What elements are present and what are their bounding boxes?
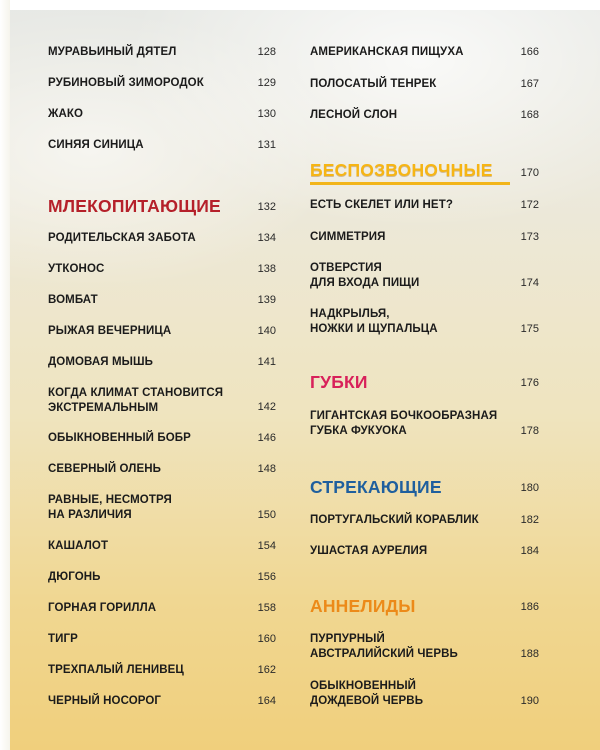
toc-entry-title: ПОЛОСАТЫЙ ТЕНРЕК: [310, 78, 437, 90]
toc-entry-page: 184: [520, 545, 539, 557]
toc-entry-page: 190: [520, 695, 539, 707]
toc-entry-page: 162: [257, 664, 276, 676]
toc-entry-page: 166: [520, 46, 539, 58]
toc-entry-title: ОБЫКНОВЕННЫЙ ДОЖДЕВОЙ ЧЕРВЬ: [310, 680, 424, 707]
toc-entry-page: 130: [257, 108, 276, 120]
toc-entry-page: 172: [520, 199, 539, 211]
toc-entry-page: 160: [257, 633, 276, 645]
toc-entry-title: УШАСТАЯ АУРЕЛИЯ: [310, 545, 428, 557]
toc-entry-page: 178: [520, 425, 539, 437]
toc-entry-title: ТРЕХПАЛЫЙ ЛЕНИВЕЦ: [48, 664, 184, 676]
toc-entry-title: ТИГР: [48, 633, 78, 645]
toc-entry-title: ДОМОВАЯ МЫШЬ: [48, 356, 154, 368]
toc-entry-title: ОБЫКНОВЕННЫЙ БОБР: [48, 432, 191, 444]
toc-entry-title: РЫЖАЯ ВЕЧЕРНИЦА: [48, 325, 172, 337]
toc-entry-page: 188: [520, 648, 539, 660]
toc-entry-page: 164: [257, 695, 276, 707]
toc-entry-title: НАДКРЫЛЬЯ, НОЖКИ И ЩУПАЛЬЦА: [310, 308, 438, 335]
toc-entry-title: ГОРНАЯ ГОРИЛЛА: [48, 602, 157, 614]
toc-entry-page: 173: [520, 231, 539, 243]
toc-entry-page: 141: [257, 356, 276, 368]
section-page-mammals: 132: [257, 201, 276, 213]
toc-entry-title: УТКОНОС: [48, 263, 105, 275]
toc-entry-page: 140: [257, 325, 276, 337]
section-page-invertebrates: 170: [520, 167, 539, 179]
toc-entry-page: 142: [257, 401, 276, 413]
toc-entry-title: ПОРТУГАЛЬСКИЙ КОРАБЛИК: [310, 514, 479, 526]
page-frame-left: [0, 0, 10, 750]
toc-entry-page: 146: [257, 432, 276, 444]
toc-entry-title: СИММЕТРИЯ: [310, 231, 386, 243]
section-page-cnidarians: 180: [520, 482, 539, 494]
toc-entry-title: ГИГАНТСКАЯ БОЧКООБРАЗНАЯ ГУБКА ФУКУОКА: [310, 410, 498, 437]
toc-entry-title: РОДИТЕЛЬСКАЯ ЗАБОТА: [48, 232, 196, 244]
toc-entry-title: ЛЕСНОЙ СЛОН: [310, 109, 398, 121]
toc-entry-title: ОТВЕРСТИЯ ДЛЯ ВХОДА ПИЩИ: [310, 262, 420, 289]
toc-entry-page: 148: [257, 463, 276, 475]
toc-entry-title: КОГДА КЛИМАТ СТАНОВИТСЯ ЭКСТРЕМАЛЬНЫМ: [48, 387, 224, 414]
toc-entry-page: 158: [257, 602, 276, 614]
toc-entry-page: 167: [520, 78, 539, 90]
toc-entry-page: 131: [257, 139, 276, 151]
toc-entry-title: ПУРПУРНЫЙ АВСТРАЛИЙСКИЙ ЧЕРВЬ: [310, 633, 458, 660]
toc-entry-page: 134: [257, 232, 276, 244]
section-title-mammals: МЛЕКОПИТАЮЩИЕ: [48, 196, 221, 216]
section-page-annelids: 186: [520, 601, 539, 613]
section-title-cnidarians: СТРЕКАЮЩИЕ: [310, 477, 442, 497]
toc-entry-title: ДЮГОНЬ: [48, 571, 101, 583]
toc-entry-title: СИНЯЯ СИНИЦА: [48, 139, 144, 151]
page-frame-top: [0, 0, 600, 10]
toc-entry-title: ЕСТЬ СКЕЛЕТ ИЛИ НЕТ?: [310, 199, 453, 211]
toc-entry-page: 154: [257, 540, 276, 552]
toc-entry-title: РУБИНОВЫЙ ЗИМОРОДОК: [48, 77, 204, 89]
toc-entry-page: 129: [257, 77, 276, 89]
toc-entry-page: 150: [257, 509, 276, 521]
section-page-sponges: 176: [520, 377, 539, 389]
section-title-invertebrates: БЕСПОЗВОНОЧНЫЕ: [310, 160, 493, 180]
toc-entry-title: СЕВЕРНЫЙ ОЛЕНЬ: [48, 463, 162, 475]
toc-entry-title: ЧЕРНЫЙ НОСОРОГ: [48, 695, 162, 707]
toc-entry-page: 156: [257, 571, 276, 583]
section-title-annelids: АННЕЛИДЫ: [310, 596, 416, 616]
toc-entry-title: РАВНЫЕ, НЕСМОТРЯ НА РАЗЛИЧИЯ: [48, 494, 172, 521]
toc-entry-page: 128: [257, 46, 276, 58]
toc-entry-title: АМЕРИКАНСКАЯ ПИЩУХА: [310, 46, 464, 58]
section-title-sponges: ГУБКИ: [310, 372, 368, 392]
toc-entry-page: 139: [257, 294, 276, 306]
toc-entry-title: МУРАВЬИНЫЙ ДЯТЕЛ: [48, 46, 177, 58]
toc-entry-page: 174: [520, 277, 539, 289]
toc-entry-title: КАШАЛОТ: [48, 540, 109, 552]
toc-entry-title: ВОМБАТ: [48, 294, 98, 306]
section-underline: [310, 182, 510, 185]
toc-entry-page: 175: [520, 323, 539, 335]
toc-entry-page: 182: [520, 514, 539, 526]
toc-entry-page: 138: [257, 263, 276, 275]
toc-entry-page: 168: [520, 109, 539, 121]
toc-entry-title: ЖАКО: [48, 108, 84, 120]
